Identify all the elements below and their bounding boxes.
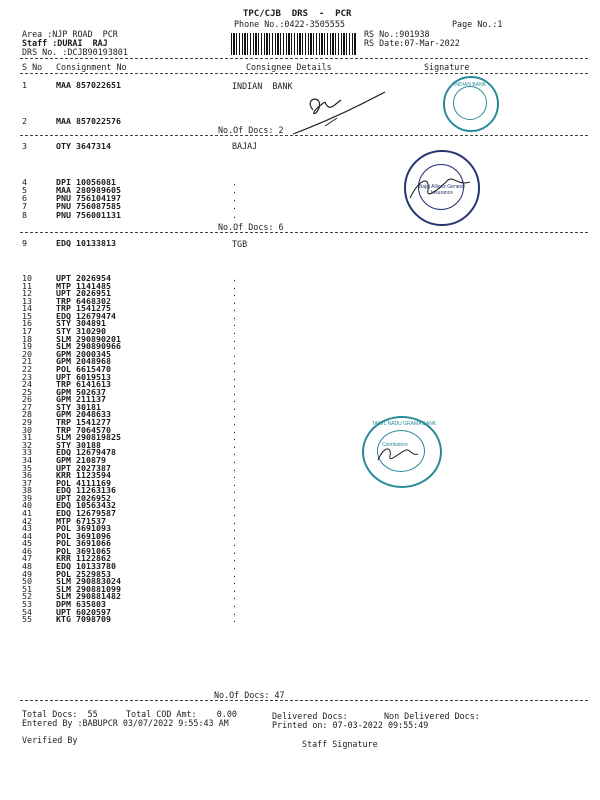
consignment-number: UPT 2026954 — [56, 273, 111, 283]
rs-number: RS No.:901938 — [364, 29, 430, 39]
consignee-placeholder: . — [232, 295, 237, 306]
serial-number: 18 — [22, 333, 32, 344]
consignee-placeholder: . — [232, 210, 237, 220]
consignee-placeholder: . — [232, 614, 237, 625]
serial-number: 6 — [22, 193, 27, 203]
consignment-number: DPI 10056081 — [56, 177, 116, 187]
serial-number: 33 — [22, 447, 32, 458]
serial-number: 4 — [22, 177, 27, 187]
consignment-number: SLM 290881482 — [56, 591, 121, 602]
serial-number: 10 — [22, 273, 32, 283]
serial-number: 32 — [22, 439, 32, 450]
consignment-number: EDQ 12679478 — [56, 447, 116, 458]
consignment-number: SLM 290881099 — [56, 583, 121, 594]
consignee-placeholder: . — [232, 424, 237, 435]
consignment-number: SLM 290890201 — [56, 333, 121, 344]
serial-number: 2 — [22, 116, 27, 126]
consignment-number: PNU 756087585 — [56, 201, 121, 211]
consignee-placeholder: . — [232, 417, 237, 428]
consignment-number: EDQ 10563432 — [56, 500, 116, 511]
consignment-number: KTG 7098709 — [56, 614, 111, 625]
consignee-placeholder: . — [232, 333, 237, 344]
consignment-number: GPM 2048968 — [56, 356, 111, 367]
consignee-name: BAJAJ — [232, 141, 258, 151]
col-consignee: Consignee Details — [246, 62, 332, 72]
consignee-placeholder: . — [232, 462, 237, 473]
serial-number: 17 — [22, 326, 32, 337]
consignee-placeholder: . — [232, 371, 237, 382]
barcode — [231, 33, 356, 55]
consignee-placeholder: . — [232, 401, 237, 412]
consignee-placeholder: . — [232, 363, 237, 374]
consignment-number: MAA 857022576 — [56, 116, 121, 126]
serial-number: 51 — [22, 583, 32, 594]
consignment-number: GPM 2000345 — [56, 348, 111, 359]
consignment-number: MAA 857022651 — [56, 80, 121, 90]
serial-number: 45 — [22, 538, 32, 549]
consignee-placeholder: . — [232, 432, 237, 443]
consignment-number: TRP 1541277 — [56, 417, 111, 428]
consignment-number: PNU 756104197 — [56, 193, 121, 203]
consignment-number: DPM 635803 — [56, 598, 106, 609]
consignee-placeholder: . — [232, 356, 237, 367]
rs-date: RS Date:07-Mar-2022 — [364, 38, 460, 48]
consignment-number: UPT 6019513 — [56, 371, 111, 382]
consignee-placeholder: . — [232, 606, 237, 617]
consignment-number: POL 3691065 — [56, 545, 111, 556]
col-consignment: Consignment No — [56, 62, 127, 72]
consignee-placeholder: . — [232, 318, 237, 329]
consignee-placeholder: . — [232, 439, 237, 450]
consignment-number: STY 30188 — [56, 439, 101, 450]
consignee-placeholder: . — [232, 280, 237, 291]
consignee-placeholder: . — [232, 193, 237, 203]
serial-number: 22 — [22, 363, 32, 374]
consignment-number: SLM 290890966 — [56, 341, 121, 352]
serial-number: 55 — [22, 614, 32, 625]
staff-signature-label: Staff Signature — [302, 739, 378, 749]
serial-number: 30 — [22, 424, 32, 435]
serial-number: 23 — [22, 371, 32, 382]
serial-number: 8 — [22, 210, 27, 220]
serial-number: 41 — [22, 507, 32, 518]
consignee-placeholder: . — [232, 545, 237, 556]
serial-number: 50 — [22, 576, 32, 587]
consignment-number: TRP 6141613 — [56, 379, 111, 390]
serial-number: 29 — [22, 417, 32, 428]
consignment-number: KRR 1122862 — [56, 553, 111, 564]
consignee-placeholder: . — [232, 201, 237, 211]
serial-number: 40 — [22, 500, 32, 511]
consignment-number: KRR 1123594 — [56, 470, 111, 481]
docs-count: No.Of Docs: 6 — [218, 222, 284, 232]
consignment-number: TRP 7064570 — [56, 424, 111, 435]
serial-number: 38 — [22, 485, 32, 496]
handwritten-signature — [372, 440, 422, 470]
serial-number: 53 — [22, 598, 32, 609]
serial-number: 36 — [22, 470, 32, 481]
consignee-placeholder: . — [232, 341, 237, 352]
consignment-number: POL 3691066 — [56, 538, 111, 549]
consignee-placeholder: . — [232, 515, 237, 526]
consignment-number: UPT 6020597 — [56, 606, 111, 617]
docs-count: No.Of Docs: 2 — [218, 125, 284, 135]
consignee-placeholder: . — [232, 185, 237, 195]
consignment-number: POL 6615470 — [56, 363, 111, 374]
consignee-placeholder: . — [232, 598, 237, 609]
consignee-placeholder: . — [232, 288, 237, 299]
consignment-number: PNU 756001131 — [56, 210, 121, 220]
serial-number: 37 — [22, 477, 32, 488]
consignment-number: GPM 502637 — [56, 386, 106, 397]
non-delivered-docs: Non Delivered Docs: — [384, 711, 480, 721]
stamp-text: Bajaj Allianz General Insurance — [418, 184, 466, 196]
consignment-number: MTP 1141485 — [56, 280, 111, 291]
consignee-placeholder: . — [232, 500, 237, 511]
serial-number: 52 — [22, 591, 32, 602]
consignee-placeholder: . — [232, 553, 237, 564]
consignee-placeholder: . — [232, 177, 237, 187]
serial-number: 42 — [22, 515, 32, 526]
phone-number: Phone No.:0422-3505555 — [234, 19, 345, 29]
consignment-number: POL 3691093 — [56, 523, 111, 534]
serial-number: 7 — [22, 201, 27, 211]
serial-number: 34 — [22, 454, 32, 465]
entered-by: Entered By :BABUPCR 03/07/2022 9:55:43 AM — [22, 718, 229, 728]
consignment-number: MTP 671537 — [56, 515, 106, 526]
serial-number: 20 — [22, 348, 32, 359]
consignee-placeholder: . — [232, 303, 237, 314]
consignee-placeholder: . — [232, 591, 237, 602]
consignee-placeholder: . — [232, 477, 237, 488]
consignment-number: MAA 280989605 — [56, 185, 121, 195]
consignee-placeholder: . — [232, 394, 237, 405]
serial-number: 35 — [22, 462, 32, 473]
consignee-name: INDIAN BANK — [232, 81, 293, 91]
consignee-placeholder: . — [232, 530, 237, 541]
consignment-number: POL 3691096 — [56, 530, 111, 541]
delivered-docs: Delivered Docs: — [272, 711, 348, 721]
col-signature: Signature — [424, 62, 470, 72]
consignee-placeholder: . — [232, 409, 237, 420]
handwritten-signature — [400, 168, 480, 208]
consignment-number: EDQ 10133780 — [56, 561, 116, 572]
handwritten-signature — [285, 88, 400, 136]
stamp-text: TAMIL NADU GRAMA BANK — [372, 421, 437, 427]
consignee-placeholder: . — [232, 470, 237, 481]
serial-number: 24 — [22, 379, 32, 390]
serial-number: 19 — [22, 341, 32, 352]
consignment-number: GPM 2048633 — [56, 409, 111, 420]
page-number: Page No.:1 — [452, 19, 503, 29]
serial-number: 39 — [22, 492, 32, 503]
serial-number: 5 — [22, 185, 27, 195]
consignee-placeholder: . — [232, 348, 237, 359]
consignment-number: POL 4111169 — [56, 477, 111, 488]
consignment-number: STY 304891 — [56, 318, 106, 329]
divider — [20, 232, 588, 233]
serial-number: 44 — [22, 530, 32, 541]
consignment-number: TRP 6468302 — [56, 295, 111, 306]
col-sno: S No — [22, 62, 43, 72]
consignee-placeholder: . — [232, 310, 237, 321]
serial-number: 21 — [22, 356, 32, 367]
area: Area :NJP ROAD PCR — [22, 29, 118, 39]
consignment-number: TRP 1541275 — [56, 303, 111, 314]
printed-on: Printed on: 07-03-2022 09:55:49 — [272, 720, 429, 730]
serial-number: 47 — [22, 553, 32, 564]
verified-by: Verified By — [22, 735, 78, 745]
consignee-placeholder: . — [232, 561, 237, 572]
document-title: TPC/CJB DRS - PCR — [243, 9, 352, 19]
serial-number: 14 — [22, 303, 32, 314]
serial-number: 25 — [22, 386, 32, 397]
staff: Staff :DURAI RAJ — [22, 38, 108, 48]
consignment-number: STY 30181 — [56, 401, 101, 412]
consignee-placeholder: . — [232, 576, 237, 587]
consignment-number: GPM 211137 — [56, 394, 106, 405]
serial-number: 15 — [22, 310, 32, 321]
serial-number: 48 — [22, 561, 32, 572]
consignee-placeholder: . — [232, 568, 237, 579]
docs-count: No.Of Docs: 47 — [214, 690, 285, 700]
consignment-number: EDQ 11263136 — [56, 485, 116, 496]
serial-number: 27 — [22, 401, 32, 412]
consignment-number: UPT 2026952 — [56, 492, 111, 503]
consignment-number: EDQ 12679587 — [56, 507, 116, 518]
indian-bank-stamp — [443, 76, 499, 132]
consignment-number: EDQ 12679474 — [56, 310, 116, 321]
divider — [20, 58, 588, 59]
consignee-placeholder: . — [232, 447, 237, 458]
serial-number: 16 — [22, 318, 32, 329]
serial-number: 13 — [22, 295, 32, 306]
consignee-placeholder: . — [232, 379, 237, 390]
consignee-placeholder: . — [232, 273, 237, 283]
consignee-placeholder: . — [232, 454, 237, 465]
stamp-text: INDIAN BANK — [454, 82, 486, 88]
consignee-placeholder: . — [232, 485, 237, 496]
drs-number: DRS No. :DCJB90193801 — [22, 47, 128, 57]
consignment-number: SLM 290883024 — [56, 576, 121, 587]
consignee-placeholder: . — [232, 507, 237, 518]
consignee-placeholder: . — [232, 583, 237, 594]
serial-number: 49 — [22, 568, 32, 579]
serial-number: 31 — [22, 432, 32, 443]
consignee-placeholder: . — [232, 538, 237, 549]
consignment-number: UPT 2027387 — [56, 462, 111, 473]
serial-number: 11 — [22, 280, 32, 291]
consignee-placeholder: . — [232, 326, 237, 337]
consignee-placeholder: . — [232, 523, 237, 534]
divider — [20, 73, 588, 74]
serial-number: 43 — [22, 523, 32, 534]
serial-number: 3 — [22, 141, 27, 151]
consignee-placeholder: . — [232, 386, 237, 397]
consignment-number: GPM 210879 — [56, 454, 106, 465]
consignment-number: SLM 290819825 — [56, 432, 121, 443]
divider — [20, 700, 588, 701]
stamp-text: Coimbatore — [382, 442, 408, 448]
consignee-name: TGB — [232, 239, 248, 249]
serial-number: 12 — [22, 288, 32, 299]
serial-number: 54 — [22, 606, 32, 617]
consignment-number: EDQ 10133813 — [56, 238, 116, 248]
serial-number: 28 — [22, 409, 32, 420]
consignment-number: OTY 3647314 — [56, 141, 111, 151]
total-docs: Total Docs: 55 — [22, 709, 98, 719]
serial-number: 1 — [22, 80, 27, 90]
consignment-number: POL 2529853 — [56, 568, 111, 579]
consignment-number: UPT 2026951 — [56, 288, 111, 299]
serial-number: 9 — [22, 238, 27, 248]
consignee-placeholder: . — [232, 492, 237, 503]
serial-number: 26 — [22, 394, 32, 405]
total-cod: Total COD Amt: 0.00 — [126, 709, 237, 719]
consignment-number: STY 310290 — [56, 326, 106, 337]
serial-number: 46 — [22, 545, 32, 556]
